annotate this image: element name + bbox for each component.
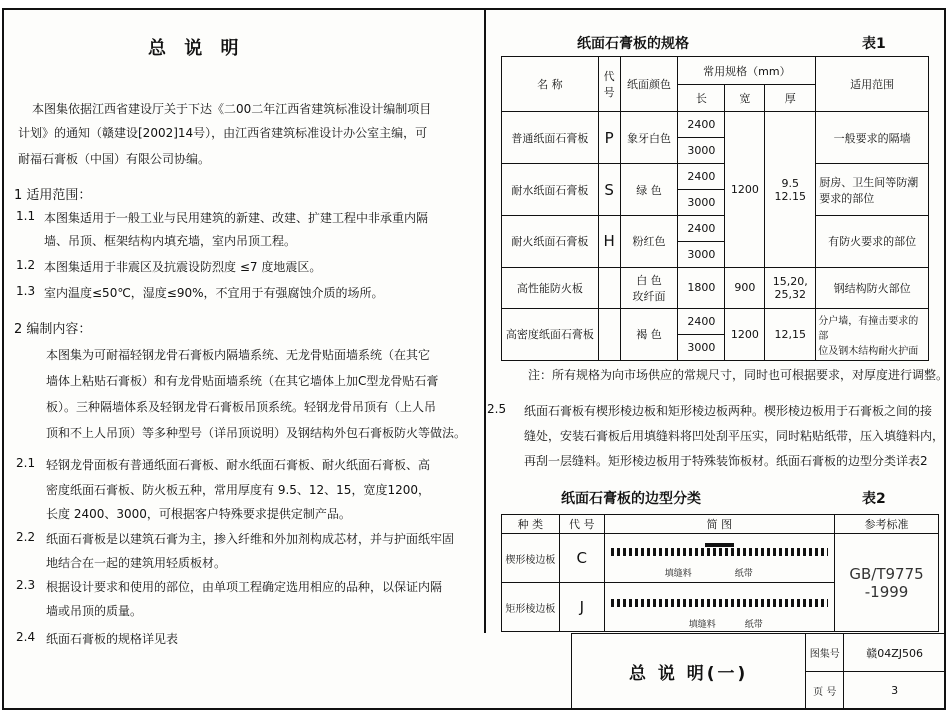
table2-tag: 表2 bbox=[862, 491, 886, 507]
table1-row2-name: 耐水纸面石膏板 bbox=[502, 164, 599, 216]
item-2-5-line-b: 缝处，安装石膏板后用填缝料将凹处刮平压实，同时粘贴纸带，压入填缝料内， bbox=[524, 429, 945, 443]
section-2-heading: 2 编制内容： bbox=[14, 322, 92, 337]
table1-row3-name: 耐火纸面石膏板 bbox=[502, 215, 599, 267]
table1-row5-name: 高密度纸面石膏板 bbox=[502, 308, 599, 360]
table1-header-color: 纸面颜色 bbox=[620, 57, 678, 112]
page-title: 总 说 明 bbox=[148, 38, 245, 59]
table2-title: 纸面石膏板的边型分类 bbox=[561, 491, 701, 507]
table2-row2-kind: 矩形棱边板 bbox=[502, 583, 560, 632]
table1-shared-thickness-1: 9.5 bbox=[781, 176, 800, 190]
table1-row1-color: 象牙白色 bbox=[620, 112, 678, 164]
item-2-5-line-c: 再刮一层缝料。矩形棱边板用于特殊装饰板材。纸面石膏板的边型分类详表2 bbox=[524, 454, 928, 468]
table2-row1-code: C bbox=[559, 534, 604, 583]
table1-row2-use bbox=[816, 164, 929, 216]
table2-row2-code: J bbox=[559, 583, 604, 632]
table1-title: 纸面石膏板的规格 bbox=[577, 36, 689, 52]
table1-header-code: 代号 bbox=[598, 57, 620, 112]
item-2-3-num: 2.3 bbox=[16, 578, 36, 592]
table2-row2-label-filler: 填缝料 bbox=[688, 620, 716, 630]
table1-header-use: 适用范围 bbox=[816, 57, 929, 112]
title-block-name: 总 说 明(一) bbox=[572, 634, 806, 709]
table1-shared-thickness-2: 12.15 bbox=[774, 189, 807, 203]
table1-row2-length-1: 2400 bbox=[678, 164, 725, 190]
table2-row1-label-tape: 纸带 bbox=[734, 569, 753, 579]
item-1-2-text: 本图集适用于非震区及抗震设防烈度 ≤7 度地震区。 bbox=[44, 260, 322, 274]
table1-row4-thickness-2: 25,32 bbox=[774, 287, 807, 301]
table1-note: 注：所有规格为向市场供应的常规尺寸，同时也可根据要求，对厚度进行调整。 bbox=[528, 368, 949, 382]
title-block-page-label: 页 号 bbox=[806, 672, 844, 709]
table1-row3-length-2: 3000 bbox=[678, 241, 725, 267]
table1-row4-color-line-2: 玫纤面 bbox=[632, 289, 666, 303]
table1-row1-length-1: 2400 bbox=[678, 112, 725, 138]
table1-row2-length-2: 3000 bbox=[678, 190, 725, 216]
item-2-1-num: 2.1 bbox=[16, 456, 36, 470]
table1-row1-name: 普通纸面石膏板 bbox=[502, 112, 599, 164]
table1-row4-use: 钢结构防火部位 bbox=[816, 267, 929, 308]
section-2-line-b: 墙体上粘贴石膏板）和有龙骨贴面墙系统（在其它墙体上加C型龙骨贴石膏 bbox=[46, 374, 439, 388]
table2-row1-label-filler: 填缝料 bbox=[664, 569, 692, 579]
table1-header-spec: 常用规格（mm） bbox=[678, 57, 816, 85]
item-1-3-text: 室内温度≤50℃，湿度≤90%，不宜用于有强腐蚀介质的场所。 bbox=[44, 286, 384, 300]
table1-row4-thickness-1: 15,20, bbox=[772, 274, 808, 288]
item-1-1-line-a: 本图集适用于一般工业与民用建筑的新建、改建、扩建工程中非承重内隔 bbox=[44, 211, 429, 225]
item-2-2-line-b: 地结合在一起的建筑用轻质板材。 bbox=[46, 556, 227, 570]
item-2-4-num: 2.4 bbox=[16, 630, 36, 644]
table2-header-figure: 简 图 bbox=[604, 515, 834, 534]
item-2-1-line-a: 轻钢龙骨面板有普通纸面石膏板、耐水纸面石膏板、耐火纸面石膏板、高 bbox=[46, 458, 431, 472]
table1-row4-color-line-1: 白 色 bbox=[636, 273, 662, 287]
section-2-line-c: 板）。三种隔墙体系及轻钢龙骨石膏板吊顶系统。轻钢龙骨吊顶有（上人吊 bbox=[46, 400, 437, 414]
item-1-1-line-b: 墙、吊顶、框架结构内填充墙，室内吊顶工程。 bbox=[44, 234, 297, 248]
table1-row2-color: 绿 色 bbox=[620, 164, 678, 216]
table1-shared-thickness bbox=[765, 112, 816, 268]
table1-row1-use: 一般要求的隔墙 bbox=[816, 112, 929, 164]
item-2-4-text: 纸面石膏板的规格详见表 bbox=[46, 632, 179, 646]
table1-row5-thickness: 12,15 bbox=[765, 308, 816, 360]
table2-standard-line-2: -1999 bbox=[864, 582, 909, 601]
table1-row5-use-line-2: 位及钢木结构耐火护面 bbox=[818, 345, 919, 357]
table2-header-standard: 参考标准 bbox=[835, 515, 939, 534]
table2-header-code: 代 号 bbox=[559, 515, 604, 534]
item-2-3-line-b: 墙或吊顶的质量。 bbox=[46, 604, 143, 618]
table2-row1-kind: 楔形棱边板 bbox=[502, 534, 560, 583]
table1-row1-length-2: 3000 bbox=[678, 138, 725, 164]
item-2-5-line-a: 纸面石膏板有楔形棱边板和矩形棱边板两种。楔形棱边板用于石膏板之间的接 bbox=[524, 404, 933, 418]
table2-standard-line-1: GB/T9775 bbox=[849, 564, 924, 583]
table2-row2-label-tape: 纸带 bbox=[744, 620, 763, 630]
title-block-atlas-number: 赣04ZJ506 bbox=[844, 634, 946, 672]
item-1-1-num: 1.1 bbox=[16, 209, 36, 223]
item-2-3-line-a: 根据设计要求和使用的部位，由单项工程确定选用相应的品种，以保证内隔 bbox=[46, 580, 443, 594]
section-1-heading: 1 适用范围： bbox=[14, 188, 92, 203]
table1-header-thickness: 厚 bbox=[765, 85, 816, 112]
table1-row3-length-1: 2400 bbox=[678, 215, 725, 241]
table1-row2-use-line-2: 要求的部位 bbox=[819, 191, 875, 205]
table1-row4-thickness bbox=[765, 267, 816, 308]
table1-row5-use-line-1: 分户墙，有撞击要求的部 bbox=[818, 315, 919, 342]
table2 bbox=[501, 514, 939, 632]
table1-tag: 表1 bbox=[862, 36, 886, 52]
table1-row3-use: 有防火要求的部位 bbox=[816, 215, 929, 267]
title-block bbox=[571, 633, 946, 709]
item-2-2-num: 2.2 bbox=[16, 530, 36, 544]
table2-row2-figure bbox=[604, 583, 834, 632]
item-2-1-line-b: 密度纸面石膏板、防火板五种，常用厚度有 9.5、12、15，宽度1200， bbox=[46, 483, 430, 497]
table1-row5-width: 1200 bbox=[725, 308, 765, 360]
table1-shared-width: 1200 bbox=[725, 112, 765, 268]
section-2-line-d: 顶和不上人吊顶）等多种型号（详吊顶说明）及钢结构外包石膏板防火等做法。 bbox=[46, 426, 467, 440]
table1-row5-color: 褐 色 bbox=[620, 308, 678, 360]
intro-line-1: 本图集依据江西省建设厅关于下达《二00二年江西省建筑标准设计编制项目 bbox=[32, 102, 432, 116]
table1-row3-color: 粉红色 bbox=[620, 215, 678, 267]
square-board-section bbox=[611, 599, 828, 607]
tapered-board-section bbox=[611, 548, 828, 556]
table1-row4-width: 900 bbox=[725, 267, 765, 308]
title-block-atlas-label: 图集号 bbox=[806, 634, 844, 672]
table1-header-name: 名 称 bbox=[502, 57, 599, 112]
table1-header-width: 宽 bbox=[725, 85, 765, 112]
table1-row5-code bbox=[598, 308, 620, 360]
table1-row2-use-line-1: 厨房、卫生间等防潮 bbox=[819, 175, 919, 189]
table2-standard bbox=[835, 534, 939, 632]
table1-row5-length-2: 3000 bbox=[678, 334, 725, 360]
section-2-line-a: 本图集为可耐福轻钢龙骨石膏板内隔墙系统、无龙骨贴面墙系统（在其它 bbox=[46, 348, 431, 362]
intro-line-2: 计划》的通知（赣建设[2002]14号），由江西省建筑标准设计办公室主编，可 bbox=[18, 126, 428, 140]
title-block-page-number: 3 bbox=[844, 672, 946, 709]
item-2-5-num: 2.5 bbox=[487, 402, 507, 416]
item-1-2-num: 1.2 bbox=[16, 258, 36, 272]
table1-row4-color bbox=[620, 267, 678, 308]
item-2-2-line-a: 纸面石膏板是以建筑石膏为主，掺入纤维和外加剂构成芯材，并与护面纸牢固 bbox=[46, 532, 455, 546]
table1-row4-length: 1800 bbox=[678, 267, 725, 308]
table1-row2-code: S bbox=[598, 164, 620, 216]
table1-row3-code: H bbox=[598, 215, 620, 267]
table1-row5-length-1: 2400 bbox=[678, 308, 725, 334]
table1-header-length: 长 bbox=[678, 85, 725, 112]
table1 bbox=[501, 56, 929, 361]
intro-line-3: 耐福石膏板（中国）有限公司协编。 bbox=[18, 152, 211, 166]
table1-row4-code bbox=[598, 267, 620, 308]
column-divider bbox=[484, 8, 486, 633]
table1-row1-code: P bbox=[598, 112, 620, 164]
table2-row1-figure bbox=[604, 534, 834, 583]
tapered-joint-mark bbox=[705, 543, 734, 547]
table1-row4-name: 高性能防火板 bbox=[502, 267, 599, 308]
item-1-3-num: 1.3 bbox=[16, 284, 36, 298]
item-2-1-line-c: 长度 2400、3000，可根据客户特殊要求提供定制产品。 bbox=[46, 507, 351, 521]
table1-row5-use bbox=[816, 308, 929, 360]
table2-header-kind: 种 类 bbox=[502, 515, 560, 534]
